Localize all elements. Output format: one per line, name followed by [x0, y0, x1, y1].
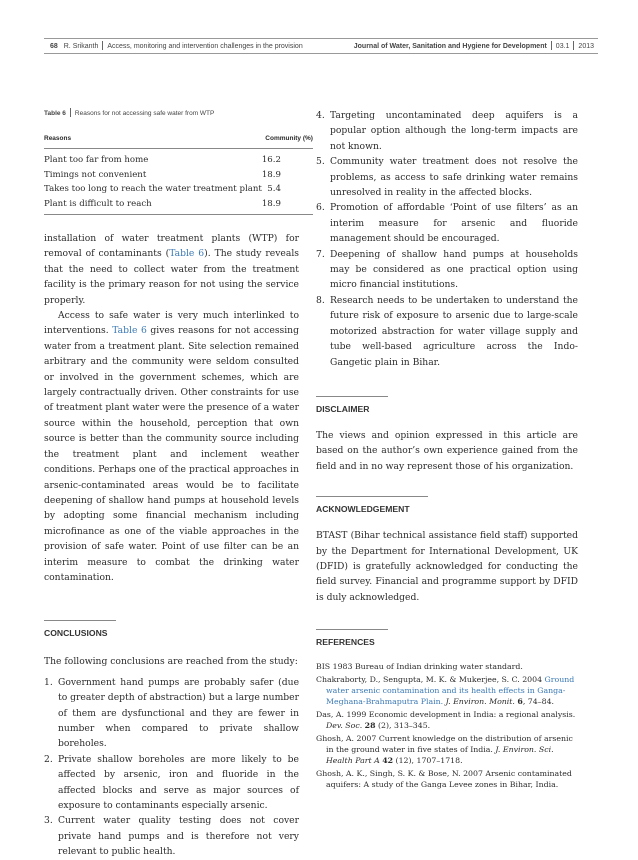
reasons-table: [44, 135, 313, 215]
table-link[interactable]: Table 6: [112, 325, 147, 337]
list-item: [44, 752, 299, 814]
table-header-row: [44, 135, 313, 149]
running-author: R. Srikanth: [63, 43, 99, 50]
table-link[interactable]: Table 6: [169, 248, 205, 260]
heading-rule: [316, 396, 388, 397]
reference-item: [316, 709, 578, 732]
reference-text: Ghosh, A. 2007 Current knowledge on the distribution of arsenic in the ground water in five states of India.: [316, 733, 573, 754]
reference-volume: 28: [364, 721, 376, 731]
conclusions-intro: The following conclusions are reached from the study:: [44, 656, 298, 668]
list-item-text: Current water quality testing does not cover private hand pumps and is therefore not very relevant to public health.: [58, 815, 299, 858]
heading-rule: [316, 496, 428, 497]
table-caption: [44, 108, 299, 117]
list-item-text: Government hand pumps are probably safer (due to greater depth of abstraction) but a large number of them are dysfunctional and they are fewer in number when compared to private shallow boreholes.: [58, 676, 299, 750]
list-item-text: Targeting uncontaminated deep aquifers is a popular option although the long-term impacts are not known.: [330, 110, 578, 152]
reference-volume: 42: [382, 756, 394, 766]
reference-journal: J. Environ. Sci. Health Part A: [326, 745, 554, 766]
list-number: 8.: [316, 294, 325, 306]
reference-text: BIS 1983 Bureau of Indian drinking water standard.: [316, 662, 523, 672]
list-item: [316, 293, 578, 370]
section-heading-text: CONCLUSIONS: [44, 628, 108, 639]
list-item: [316, 247, 578, 293]
list-number: 6.: [316, 202, 325, 214]
reference-text: Chakraborty, D., Sengupta, M. K. & Mukerjee, S. C. 2004: [316, 674, 545, 684]
list-item: [316, 108, 578, 154]
reference-pages: (12), 1707–1718.: [395, 756, 463, 766]
page-number: 68: [50, 43, 58, 50]
list-item-text: Community water treatment does not resolve the problems, as access to safe drinking water remains unresolved in reality in the affected blocks.: [330, 156, 578, 199]
section-heading-conclusions: [44, 622, 299, 638]
reference-journal: Dev. Soc.: [326, 721, 363, 731]
body-paragraph: [44, 308, 299, 585]
table-row: [44, 197, 313, 215]
list-number: 1.: [44, 676, 53, 688]
journal-name: Journal of Water, Sanitation and Hygiene for Development: [353, 43, 547, 50]
conclusions-list: [44, 675, 299, 860]
section-heading-references: [316, 631, 578, 647]
disclaimer-text: The views and opinion expressed in this article are based on the author’s own experience gained from the field and in no way represent those of his organization.: [316, 429, 578, 472]
section-heading-disclaimer: [316, 398, 578, 414]
reference-list: [316, 661, 578, 790]
list-item-text: Deepening of shallow hand pumps at households may be considered as one practical option using micro financial institutions.: [330, 248, 578, 291]
body-text: ). The study reveals that the need to collect water from the treatment facility is the primary reason for not using the service properly.: [44, 248, 299, 306]
reference-item: [316, 661, 578, 672]
journal-issue: 03.1: [555, 43, 570, 50]
list-number: 7.: [316, 248, 325, 260]
table-cell-reason: Plant is difficult to reach: [44, 197, 262, 215]
list-number: 2.: [44, 753, 53, 765]
running-header: [44, 38, 598, 54]
acknowledgement-text: BTAST (Bihar technical assistance field staff) supported by the Department for International Development, UK (DFID) is gratefully acknowledged for conducting the field survey. Financial and programme support by DFID is duly acknowledged.: [316, 530, 578, 603]
body-paragraph: [44, 231, 299, 308]
list-number: 4.: [316, 110, 325, 121]
left-column: [44, 108, 313, 860]
list-item-text: Promotion of affordable ‘Point of use filters’ as an interim measure for arsenic and fluoride management should be encouraged.: [330, 202, 578, 245]
table-cell-value: 18.9: [261, 169, 281, 180]
body-text: Access to safe water is very much interlinked to interventions.: [44, 310, 299, 337]
table-row: [44, 182, 313, 197]
heading-rule: [316, 629, 388, 630]
list-item-text: Research needs to be undertaken to understand the future risk of exposure to arsenic due to large-scale motorized abstraction for water village supply and tube well-based agriculture across the Indo-Gangetic plain in Bihar.: [330, 294, 578, 368]
reference-pages: , 74–84.: [522, 697, 555, 707]
list-item-text: Private shallow boreholes are more likely to be affected by arsenic, iron and fluoride in the affected blocks and serve as major sources of exposure to contaminants especially arsenic.: [58, 753, 299, 811]
reference-volume: 6: [517, 697, 523, 707]
list-number: 5.: [316, 156, 325, 168]
table-cell-reason: Timings not convenient: [44, 169, 147, 180]
header-left: [50, 41, 303, 50]
list-item: [316, 154, 578, 200]
table-cell-value: 16.2: [261, 155, 281, 165]
right-column: [316, 108, 578, 792]
running-title: Access, monitoring and intervention challenges in the provision: [107, 43, 303, 50]
table-row: [44, 149, 313, 168]
reference-text: Das, A. 1999 Economic development in India: a regional analysis.: [316, 709, 576, 719]
conclusions-list-continued: [316, 108, 578, 370]
header-separator: [551, 41, 552, 50]
header-separator: [102, 41, 103, 50]
reference-link[interactable]: Ground water arsenic contamination and its health effects in Ganga-Meghana-Brahmaputra Plain.: [326, 674, 575, 707]
reference-journal: J. Environ. Monit.: [445, 697, 515, 707]
table-cell-reason: Plant too far from home: [44, 155, 149, 165]
body-text: installation of water treatment plants (WTP) for removal of contaminants (: [44, 233, 299, 260]
reference-item: [316, 733, 578, 767]
list-item: [44, 675, 299, 752]
caption-separator: [70, 108, 71, 117]
body-text: gives reasons for not accessing water from a treatment plant. Site selection remained arbitrary and the community were seldom consulted or involved in the government schemes, which are largely contractually driven. Other constraints for use of treatment plant water were the presence of a water source within the household, perception that own source is better than the community source including the treatment plant and inclement weather conditions. Perhaps one of the practical approaches in arsenic-contaminated areas would be to facilitate deepening of shallow hand pumps at household levels by adopting some financial mechanism including microfinance as one of the viable approaches in the provision of safe water. Point of use filter can be an interim measure to combat the drinking water contamination.: [44, 325, 299, 583]
list-number: 3.: [44, 815, 53, 827]
table-cell-reason: Takes too long to reach the water treatment plant: [44, 184, 262, 194]
heading-rule: [44, 620, 116, 621]
section-heading-text: ACKNOWLEDGEMENT: [316, 504, 410, 515]
list-item: [316, 200, 578, 246]
header-separator: [573, 41, 574, 50]
column-header-reasons: Reasons: [44, 135, 262, 149]
table-cell-value: 18.9: [262, 197, 313, 215]
section-heading-text: DISCLAIMER: [316, 403, 370, 414]
table-cell-value: 5.4: [267, 184, 281, 194]
table-caption-label: Table 6: [44, 110, 66, 117]
column-header-community: Community (%): [262, 135, 313, 149]
table-caption-text: Reasons for not accessing safe water from WTP: [74, 110, 215, 117]
reference-pages: (2), 313–345.: [378, 721, 431, 731]
reference-item: [316, 768, 578, 791]
reference-text: Ghosh, A. K., Singh, S. K. & Bose, N. 2007 Arsenic contaminated aquifers: A study of the Ganga Levee zones in Bihar, India.: [316, 768, 572, 790]
reference-item: [316, 674, 578, 708]
section-heading-text: REFERENCES: [316, 637, 375, 648]
header-right: [354, 41, 594, 50]
list-item: [44, 813, 299, 859]
table-row: [44, 168, 313, 183]
journal-year: 2013: [578, 43, 594, 50]
section-heading-acknowledgement: [316, 498, 578, 514]
